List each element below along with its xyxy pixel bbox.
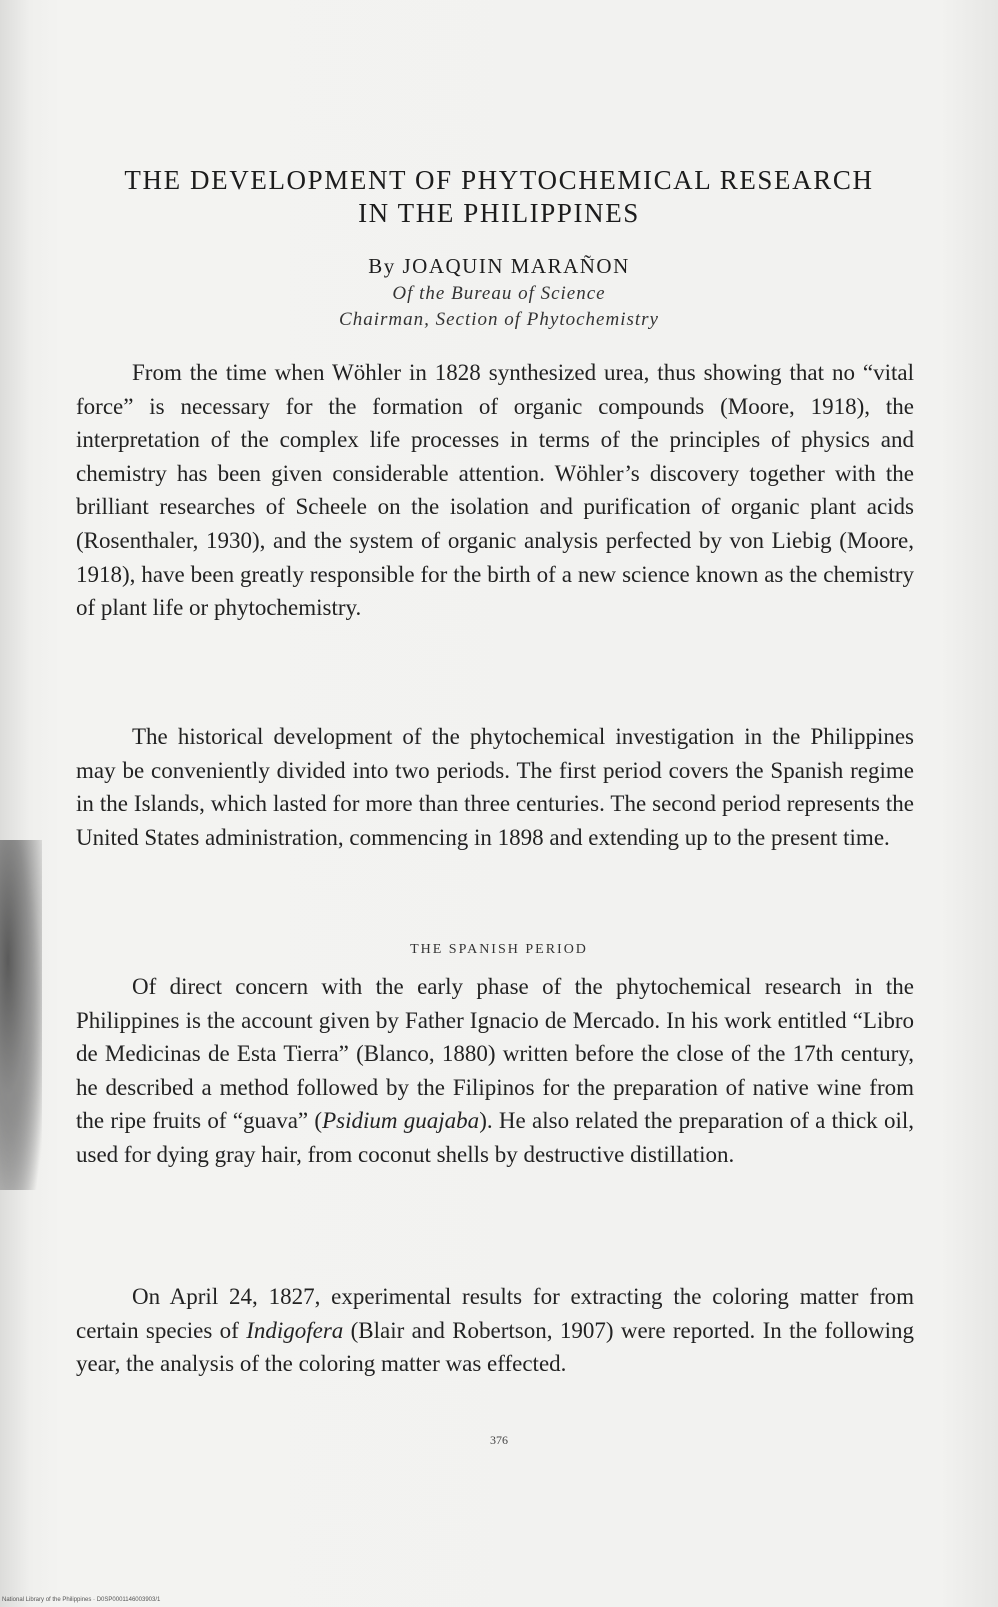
paragraph-periods: The historical development of the phytochemical investigation in the Philippines may be conveniently divided into two periods. The first period covers the Spanish regime in the Islands, which lasted for more than three centuries. The second period represents the United States administration, commencing in 1898 and extending up to the present time. — [76, 724, 914, 850]
body-block-2 — [76, 720, 914, 854]
body-block-1 — [76, 356, 914, 625]
species-name-psidium: Psidium guajaba — [322, 1108, 480, 1134]
library-watermark: National Library of the Philippines · D0SP0001146003903/1 — [2, 1597, 161, 1603]
page-number: 376 — [490, 1433, 508, 1447]
paragraph-mercado-text-a: Of direct concern with the early phase of the phytochemical research in the Philippines is the account given by Father Ignacio de Mercado. In his work entitled “Libro de Medicinas de Esta Tierra” (Blanco, 1880) written before the close of the 17th century, he described a method followed by the Filipinos for the preparation of native wine from the ripe fruits of “guava” ( — [76, 974, 914, 1134]
section-heading: THE SPANISH PERIOD — [410, 942, 588, 957]
body-block-4 — [76, 1280, 914, 1381]
author-affiliation: Of the Bureau of Science — [392, 283, 606, 304]
paragraph-mercado-text-b: ). He also related the preparation of a thick oil, used for dying gray hair, from coconut shells by destructive distillation. — [76, 1108, 914, 1167]
paragraph-indigofera-text-b: (Blair and Robertson, 1907) were reported. In the following year, the analysis of the coloring matter was effected. — [76, 1317, 914, 1377]
paragraph-indigofera-text-a: On April 24, 1827, experimental results for extracting the coloring matter from certain species of — [76, 1284, 914, 1343]
paragraph-intro: From the time when Wöhler in 1828 synthesized urea, thus showing that no “vital force” is necessary for the formation of organic compounds (Moore, 1918), the interpretation of the complex life processes in terms of the principles of physics and chemistry has been given considerable attention. Wöhler’s discovery together with the brilliant researches of Scheele on the isolation and purification of organic plant acids (Rosenthaler, 1930), and the system of organic analysis perfected by von Liebig (Moore, 1918), have been greatly responsible for the birth of a new science known as the chemistry of plant life or phytochemistry. — [76, 360, 914, 621]
article-title-line-1: THE DEVELOPMENT OF PHYTOCHEMICAL RESEARCH — [124, 165, 874, 195]
body-block-3 — [76, 970, 914, 1172]
author-byline: By JOAQUIN MARAÑON — [368, 254, 630, 278]
species-name-indigofera: Indigofera — [246, 1317, 344, 1343]
paragraph-mercado — [76, 970, 914, 1172]
author-role: Chairman, Section of Phytochemistry — [339, 309, 659, 330]
binding-shadow — [0, 840, 42, 1190]
paragraph-indigofera — [76, 1280, 914, 1381]
article-title-line-2: IN THE PHILIPPINES — [358, 198, 640, 228]
